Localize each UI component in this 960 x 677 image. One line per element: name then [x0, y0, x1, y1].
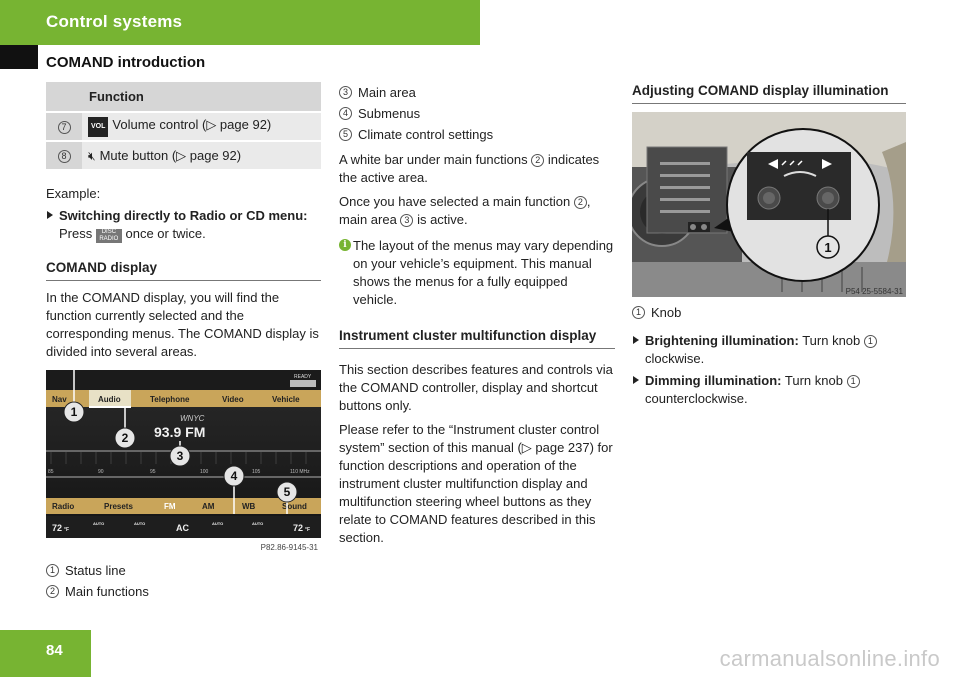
climate-auto-1: AUTO [93, 521, 105, 526]
legend-number: 1 [46, 564, 59, 577]
scale-85: 85 [48, 469, 54, 475]
frequency: 93.9 FM [154, 424, 206, 440]
function-description: Mute button (▷ page 92) [99, 147, 242, 163]
legend-text: Climate control settings [358, 127, 494, 142]
submenu-fm: FM [164, 502, 176, 511]
legend-number: 3 [339, 86, 352, 99]
submenu-sound: Sound [282, 502, 307, 511]
legend-item-knob [632, 304, 906, 322]
legend-list [339, 84, 615, 144]
mute-icon: 🔇︎ [88, 148, 96, 163]
function-table [46, 82, 321, 171]
vol-key-icon: VOL [88, 117, 108, 137]
tab-nav: Nav [52, 395, 67, 404]
instrument-paragraph-2: Please refer to the “Instrument cluster control system” section of this manual (▷ page 237) for function descriptions and operation of the instrument cluster multifunction display and multifunction steering wheel buttons as they relate to COMAND features described in this section. [339, 422, 613, 545]
tab-vehicle: Vehicle [272, 395, 300, 404]
legend-number: 5 [339, 128, 352, 141]
climate-auto-4: AUTO [252, 521, 264, 526]
function-table-header: Function [46, 82, 321, 112]
scale-95: 95 [150, 469, 156, 475]
legend-text: Submenus [358, 106, 421, 121]
column-middle [339, 84, 615, 547]
instrument-paragraph-1: This section describes features and controls via the COMAND controller, display and shortcut buttons only. [339, 362, 613, 413]
function-description: Volume control (▷ page 92) [112, 117, 272, 132]
instruction-step: Brightening illumination: Turn knob 1 clockwise. [632, 332, 906, 368]
example-label: Example: [46, 186, 101, 201]
submenu-radio: Radio [52, 502, 75, 511]
scale-100: 100 [200, 469, 209, 475]
column-left [46, 82, 321, 601]
section-header-band [0, 0, 480, 45]
scale-105: 105 [252, 469, 261, 475]
callout-2: 2 [121, 431, 129, 445]
step-press: Press [59, 226, 93, 241]
callout-number: 8 [58, 150, 71, 163]
legend-text: Main functions [65, 584, 149, 599]
comand-display-figure [46, 370, 321, 555]
comand-display-text: In the COMAND display, you will find the function currently selected and the corresponding menus. The COMAND display is divided into several areas. [46, 290, 319, 359]
table-row [46, 141, 321, 170]
station-name: WNYC [180, 414, 205, 423]
climate-auto-2: AUTO [134, 521, 146, 526]
comand-display-illustration [46, 370, 321, 555]
instruction-step [46, 207, 321, 243]
inline-callout: 2 [531, 154, 544, 167]
illumination-heading: Adjusting COMAND display illumination [632, 82, 906, 104]
instrument-cluster-heading: Instrument cluster multifunction display [339, 327, 615, 349]
climate-ac: AC [176, 523, 189, 533]
watermark: carmanualsonline.info [719, 646, 940, 671]
tab-telephone: Telephone [150, 395, 190, 404]
callout-3: 3 [176, 449, 184, 463]
disc-radio-key-icon: DISC RADIO [96, 229, 122, 243]
inline-callout: 2 [574, 196, 587, 209]
list-item [46, 583, 321, 601]
table-row [46, 112, 321, 141]
scale-110: 110 MHz [290, 469, 310, 475]
status-ready: READY [294, 374, 312, 380]
step-rest: once or twice. [125, 226, 206, 241]
submenu-wb: WB [242, 502, 256, 511]
once-selected-paragraph: Once you have selected a main function 2 , main area 3 is active. [339, 194, 591, 227]
subsection-title: COMAND introduction [46, 54, 206, 71]
figure-code: P82.86-9145-31 [260, 543, 318, 552]
legend-number: 1 [632, 306, 645, 319]
column-right [632, 82, 906, 408]
legend-number: 4 [339, 107, 352, 120]
callout-4: 4 [230, 469, 238, 483]
legend-number: 2 [46, 585, 59, 598]
climate-right-temp: 72 [293, 523, 304, 533]
page-number: 84 [46, 642, 63, 659]
callout-1: 1 [70, 405, 78, 419]
illumination-figure [632, 112, 906, 297]
submenu-presets: Presets [104, 502, 133, 511]
callout-5: 5 [283, 485, 291, 499]
info-note [339, 237, 615, 309]
climate-right-unit: °F [305, 527, 311, 533]
list-item [46, 562, 321, 580]
list-item [339, 84, 615, 102]
submenu-am: AM [202, 502, 215, 511]
tab-audio: Audio [98, 395, 121, 404]
legend-text: Main area [358, 85, 416, 100]
tab-video: Video [222, 395, 244, 404]
header-tab-marker [0, 45, 38, 69]
white-bar-paragraph: A white bar under main functions 2 indicates the active area. [339, 152, 600, 185]
function-table-header-row [46, 82, 321, 112]
inline-callout: 1 [864, 335, 877, 348]
callout-1: 1 [824, 240, 832, 255]
comand-display-heading: COMAND display [46, 259, 321, 281]
list-item [339, 126, 615, 144]
climate-left-unit: °F [64, 527, 70, 533]
figure-code: P54 25-5584-31 [845, 287, 903, 296]
climate-auto-3: AUTO [212, 521, 224, 526]
step-bold: Switching directly to Radio or CD menu: [59, 208, 308, 223]
scale-90: 90 [98, 469, 104, 475]
page-number-box [0, 630, 91, 677]
info-icon: i [339, 239, 351, 251]
climate-left-temp: 72 [52, 523, 63, 533]
info-text: The layout of the menus may vary depending on your vehicle’s equipment. This manual shows the menus for a fully equipped vehicle. [353, 238, 614, 307]
instruction-step: Dimming illumination: Turn knob 1 counterclockwise. [632, 372, 906, 408]
callout-number: 7 [58, 121, 71, 134]
legend-text: Knob [651, 305, 682, 320]
inline-callout: 1 [847, 375, 860, 388]
list-item [339, 105, 615, 123]
legend-text: Status line [65, 563, 126, 578]
legend-list [46, 562, 321, 601]
section-title: Control systems [46, 12, 183, 31]
inline-callout: 3 [400, 214, 413, 227]
dashboard-illustration [632, 112, 906, 297]
